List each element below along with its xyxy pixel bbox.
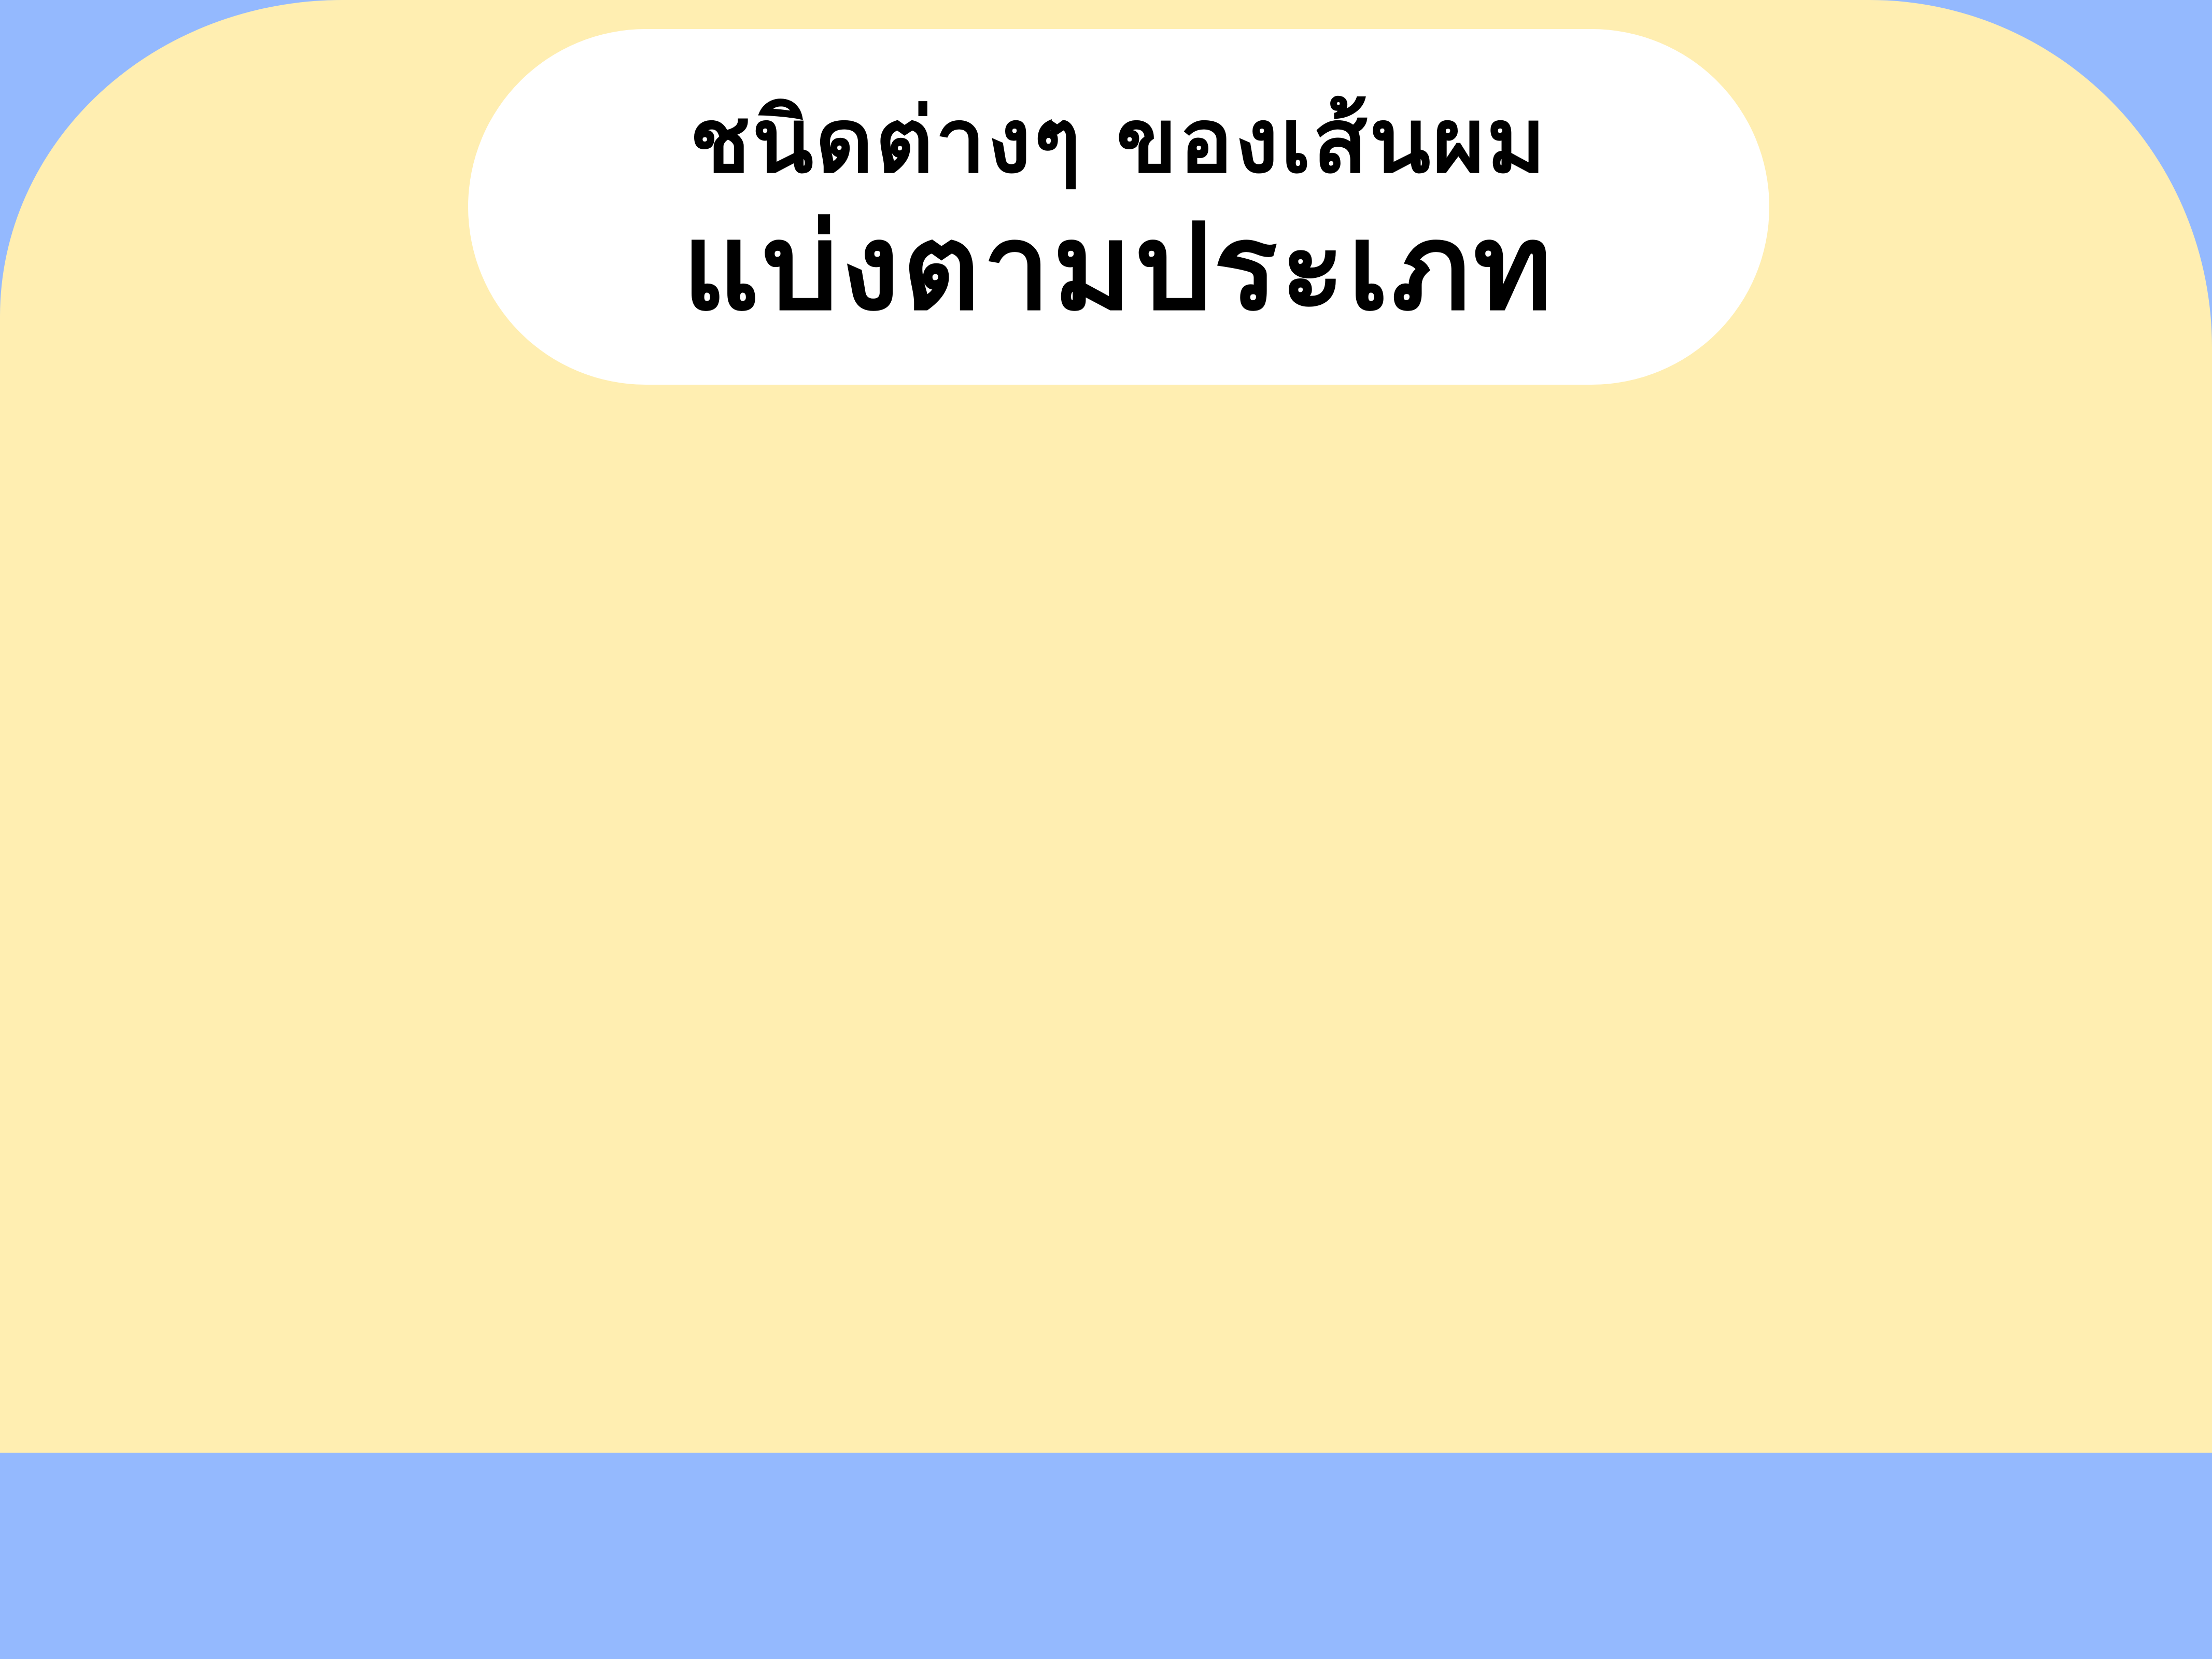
slide-title: ชนิดต่างๆ ของเส้นผม (689, 88, 1548, 193)
title-box (468, 29, 1769, 385)
bottom-band (0, 1453, 2212, 1659)
slide-subtitle: แบ่งตามประเภท (682, 198, 1555, 337)
